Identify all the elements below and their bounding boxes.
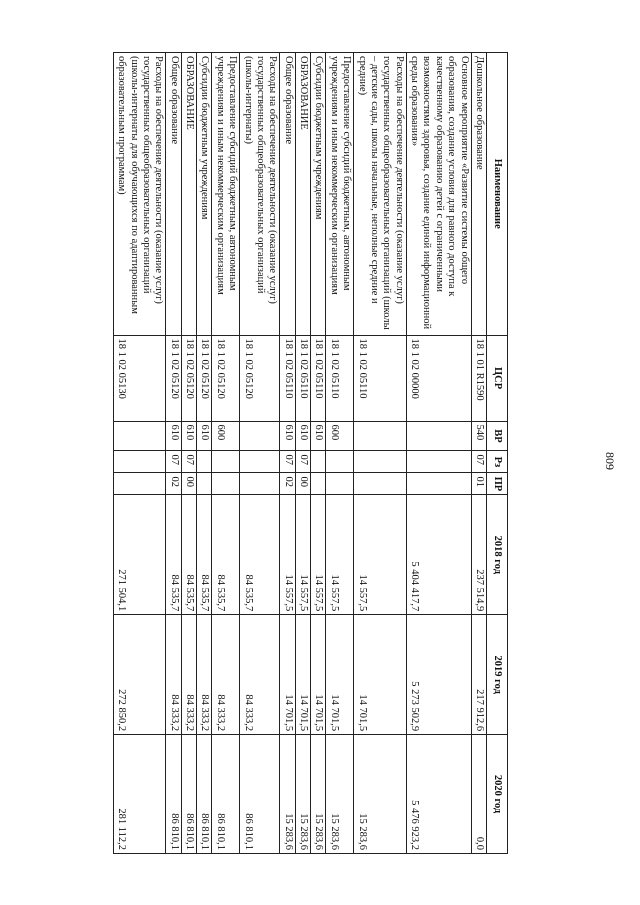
cell-csr: 18 1 02 05120 [197,335,212,421]
cell-y2020: 86 810,1 [197,735,212,854]
cell-y2020: 15 283,6 [326,735,354,854]
table-row [197,53,212,854]
header-name: Наименование [487,53,508,336]
cell-vr: 600 [212,421,240,451]
cell-rz [113,451,166,473]
cell-name: ОБРАЗОВАНИЕ [295,53,310,336]
cell-name: Общее образование [280,53,295,336]
cell-csr: 18 1 02 05120 [166,335,181,421]
cell-rz [212,451,240,473]
cell-name: Субсидии бюджетным учреждениям [311,53,326,336]
cell-y2019: 14 701,5 [326,615,354,735]
cell-rz [240,451,280,473]
budget-table [113,52,508,854]
cell-y2018: 84 535,7 [181,495,196,615]
cell-pr [197,473,212,495]
table-row [212,53,240,854]
table-row [326,53,354,854]
table-row [181,53,196,854]
cell-y2020: 5 476 923,2 [406,735,471,854]
cell-vr: 610 [295,421,310,451]
cell-y2019: 217 912,6 [471,615,486,735]
cell-csr: 18 1 02 05130 [113,335,166,421]
table-body [113,53,486,854]
cell-rz: 07 [295,451,310,473]
cell-pr: 02 [166,473,181,495]
cell-name: Расходы на обеспечение деятельности (оказание услуг) государственных общеобразовательных организаций (школы – детские сады, школы начальные, неполные средние и средние) [354,53,407,336]
cell-name: Субсидии бюджетным учреждениям [197,53,212,336]
cell-y2020: 15 283,6 [311,735,326,854]
cell-csr: 18 1 02 05110 [326,335,354,421]
cell-csr: 18 1 02 05110 [311,335,326,421]
cell-y2018: 14 557,5 [295,495,310,615]
table-row [113,53,166,854]
cell-rz [311,451,326,473]
cell-y2018: 5 404 417,7 [406,495,471,615]
cell-y2019: 84 333,2 [181,615,196,735]
cell-y2020: 281 112,2 [113,735,166,854]
cell-csr: 18 1 02 05110 [354,335,407,421]
cell-rz [326,451,354,473]
cell-y2020: 86 810,1 [212,735,240,854]
table-row [354,53,407,854]
cell-y2020: 86 810,1 [166,735,181,854]
cell-csr: 18 1 02 05120 [181,335,196,421]
cell-name: ОБРАЗОВАНИЕ [181,53,196,336]
header-rz: Рз [487,451,508,473]
cell-y2020: 15 283,6 [295,735,310,854]
cell-vr: 610 [181,421,196,451]
header-pr: ПР [487,473,508,495]
cell-csr: 18 1 02 05110 [295,335,310,421]
cell-pr [240,473,280,495]
rotated-table-container [90,52,508,854]
cell-name: Расходы на обеспечение деятельности (оказание услуг) государственных общеобразовательных организаций (школы-интернаты для обучающихся по адаптированным образовательным программам) [113,53,166,336]
cell-y2019: 272 850,2 [113,615,166,735]
cell-vr [240,421,280,451]
cell-y2018: 271 504,1 [113,495,166,615]
cell-pr [212,473,240,495]
cell-csr: 18 1 02 05120 [240,335,280,421]
cell-y2020: 86 810,1 [240,735,280,854]
cell-name: Дошкольное образование [471,53,486,336]
cell-y2019: 84 333,2 [166,615,181,735]
cell-rz [354,451,407,473]
cell-pr [311,473,326,495]
header-2019: 2019 год [487,615,508,735]
cell-vr: 540 [471,421,486,451]
table-row [295,53,310,854]
cell-vr: 610 [311,421,326,451]
cell-y2020: 86 810,1 [181,735,196,854]
cell-name: Расходы на обеспечение деятельности (оказание услуг) государственных общеобразовательных организаций (школы-интернаты) [240,53,280,336]
cell-vr: 610 [280,421,295,451]
cell-y2018: 14 557,5 [311,495,326,615]
header-csr: ЦСР [487,335,508,421]
cell-rz: 07 [471,451,486,473]
cell-pr [326,473,354,495]
cell-csr: 18 1 01 R1590 [471,335,486,421]
cell-y2018: 84 535,7 [212,495,240,615]
cell-y2018: 14 557,5 [354,495,407,615]
cell-rz [406,451,471,473]
cell-name: Общее образование [166,53,181,336]
cell-y2018: 84 535,7 [240,495,280,615]
cell-name: Предоставление субсидий бюджетным, автономным учреждениям и иным некоммерческим организациям [326,53,354,336]
cell-y2019: 84 333,2 [212,615,240,735]
cell-rz: 07 [181,451,196,473]
cell-vr [406,421,471,451]
header-row [487,53,508,854]
cell-y2018: 14 557,5 [280,495,295,615]
table-row [280,53,295,854]
cell-pr [354,473,407,495]
cell-vr [113,421,166,451]
cell-pr [406,473,471,495]
cell-rz [197,451,212,473]
cell-y2020: 15 283,6 [354,735,407,854]
cell-pr: 01 [471,473,486,495]
table-row [166,53,181,854]
cell-rz: 07 [280,451,295,473]
cell-vr: 610 [166,421,181,451]
cell-vr [354,421,407,451]
table-row [240,53,280,854]
cell-y2019: 14 701,5 [354,615,407,735]
cell-y2020: 0,0 [471,735,486,854]
table-row [311,53,326,854]
cell-csr: 18 1 02 00000 [406,335,471,421]
cell-y2019: 14 701,5 [311,615,326,735]
cell-vr: 610 [197,421,212,451]
cell-y2018: 14 557,5 [326,495,354,615]
cell-vr: 600 [326,421,354,451]
cell-pr: 00 [181,473,196,495]
cell-y2019: 5 273 502,9 [406,615,471,735]
cell-y2019: 84 333,2 [240,615,280,735]
cell-y2020: 15 283,6 [280,735,295,854]
cell-name: Предоставление субсидий бюджетным, автономным учреждениям и иным некоммерческим организациям [212,53,240,336]
table-row [471,53,486,854]
cell-rz: 07 [166,451,181,473]
cell-csr: 18 1 02 05120 [212,335,240,421]
page-number: 809 [603,452,617,470]
cell-y2019: 14 701,5 [280,615,295,735]
cell-pr [113,473,166,495]
cell-name: Основное мероприятие «Развитие системы общего образования, создание условия для равного доступа к качественному образованию детей с ограниченными возможностями здоровья, создание единой информационной среды образования» [406,53,471,336]
table-row [406,53,471,854]
header-vr: ВР [487,421,508,451]
header-2020: 2020 год [487,735,508,854]
cell-y2018: 237 514,9 [471,495,486,615]
header-2018: 2018 год [487,495,508,615]
cell-y2019: 14 701,5 [295,615,310,735]
cell-y2018: 84 535,7 [166,495,181,615]
cell-pr: 02 [280,473,295,495]
cell-pr: 00 [295,473,310,495]
cell-y2019: 84 333,2 [197,615,212,735]
cell-y2018: 84 535,7 [197,495,212,615]
cell-csr: 18 1 02 05110 [280,335,295,421]
